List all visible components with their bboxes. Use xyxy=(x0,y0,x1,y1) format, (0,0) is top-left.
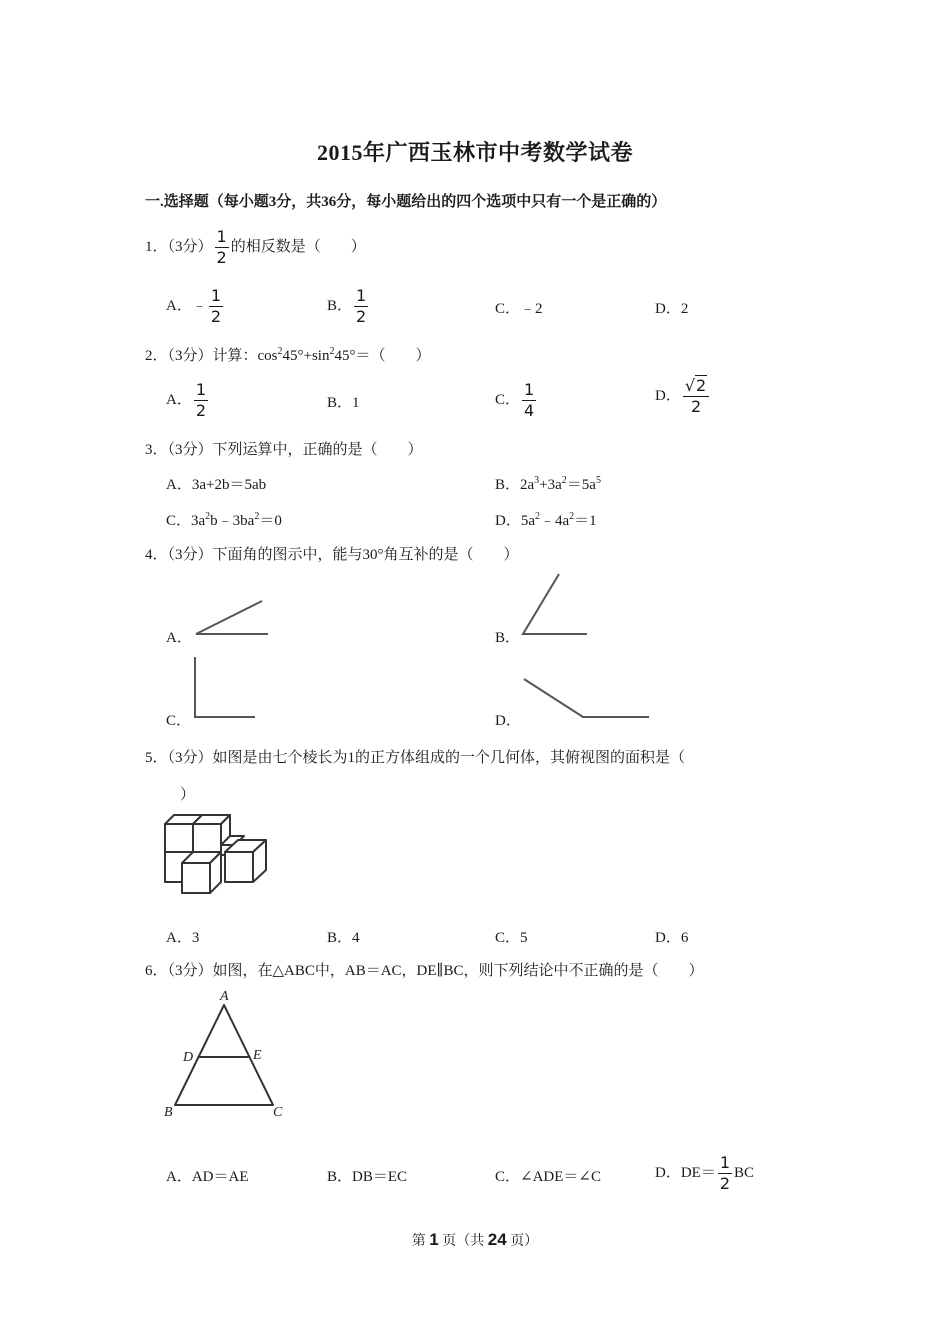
q2-option-b[interactable]: B．1 xyxy=(327,395,360,411)
q5-option-c[interactable]: C．5 xyxy=(495,930,528,946)
question-3: 3．（3分）下列运算中，正确的是（ ） xyxy=(145,442,423,458)
q4-angle-a xyxy=(196,601,268,634)
q4-option-b[interactable]: B． xyxy=(495,630,521,646)
section-heading: 一.选择题（每小题3分，共36分，每小题给出的四个选项中只有一个是正确的） xyxy=(145,194,667,210)
page-total: 24 xyxy=(487,1230,507,1249)
question-2: 2．（3分）计算：$\cos^245^\circ+\sin^245^\circ=$（ ） xyxy=(145,346,431,364)
q4-angle-b xyxy=(523,574,587,634)
q3-option-a[interactable]: A．3a+2b＝5ab xyxy=(166,477,267,493)
label-b: B xyxy=(164,1105,173,1120)
q3-option-c[interactable]: C．$3a^2b﹣3ba^2=0$ xyxy=(166,511,282,529)
q4-option-c[interactable]: C． xyxy=(166,713,192,729)
q4-option-d[interactable]: D． xyxy=(495,713,521,729)
page-number: 1 xyxy=(429,1230,439,1249)
q1-option-c[interactable]: C．﹣2 xyxy=(495,301,543,317)
q3-option-b[interactable]: B．$2a^3+3a^2=5a^5$ xyxy=(495,475,601,493)
question-5: 5．（3分）如图是由七个棱长为1的正方体组成的一个几何体，其俯视图的面积是（ xyxy=(145,750,686,766)
q1-lead: 1．（3分） xyxy=(145,238,213,255)
q2-option-c[interactable]: C． $\frac{1}{4}$ xyxy=(495,380,535,420)
q1-fraction: $\frac{1}{2}$ xyxy=(216,227,227,267)
q1-tail: 的相反数是（ ） xyxy=(230,238,366,255)
q6-option-d[interactable]: D．DE＝ $\frac{1}{2}$ BC xyxy=(655,1153,755,1193)
q6-option-a[interactable]: A．AD＝AE xyxy=(166,1169,249,1185)
q3-option-d[interactable]: D．$5a^2﹣4a^2=1$ xyxy=(495,511,597,529)
label-a: A xyxy=(220,989,229,1004)
question-5-cont: ） xyxy=(180,787,196,803)
q5-option-d[interactable]: D．6 xyxy=(655,930,689,946)
page-title: 2015年广西玉林市中考数学试卷 xyxy=(316,140,633,165)
page-footer: 第 1 页（共 24 页） xyxy=(411,1230,539,1249)
label-e: E xyxy=(253,1048,262,1063)
q1-option-a[interactable]: A．﹣ $\frac{1}{2}$ xyxy=(166,286,222,326)
q2-option-a[interactable]: A． $\frac{1}{2}$ xyxy=(166,380,207,420)
q1-option-d[interactable]: D．2 xyxy=(655,301,689,317)
q5-cube-figure xyxy=(160,810,272,900)
q5-option-a[interactable]: A．3 xyxy=(166,930,200,946)
q1-option-b[interactable]: B． $\frac{1}{2}$ xyxy=(327,286,367,326)
q5-option-b[interactable]: B．4 xyxy=(327,930,360,946)
q2-option-d[interactable]: D． $\frac{√2}{2}$ xyxy=(655,378,711,415)
question-4: 4．（3分）下面角的图示中，能与30°角互补的是（ ） xyxy=(145,547,519,563)
q4-option-a[interactable]: A． xyxy=(166,630,192,646)
q6-triangle-figure xyxy=(160,985,295,1120)
q6-option-b[interactable]: B．DB＝EC xyxy=(327,1169,408,1185)
q4-angle-d xyxy=(524,679,649,717)
label-d: D xyxy=(183,1050,194,1065)
q4-angle-c xyxy=(195,657,255,717)
question-6: 6．（3分）如图，在△ABC中，AB＝AC，DE∥BC，则下列结论中不正确的是（ ） xyxy=(145,963,704,979)
q6-option-c[interactable]: C．∠ADE＝∠C xyxy=(495,1169,601,1185)
label-c: C xyxy=(273,1105,283,1120)
